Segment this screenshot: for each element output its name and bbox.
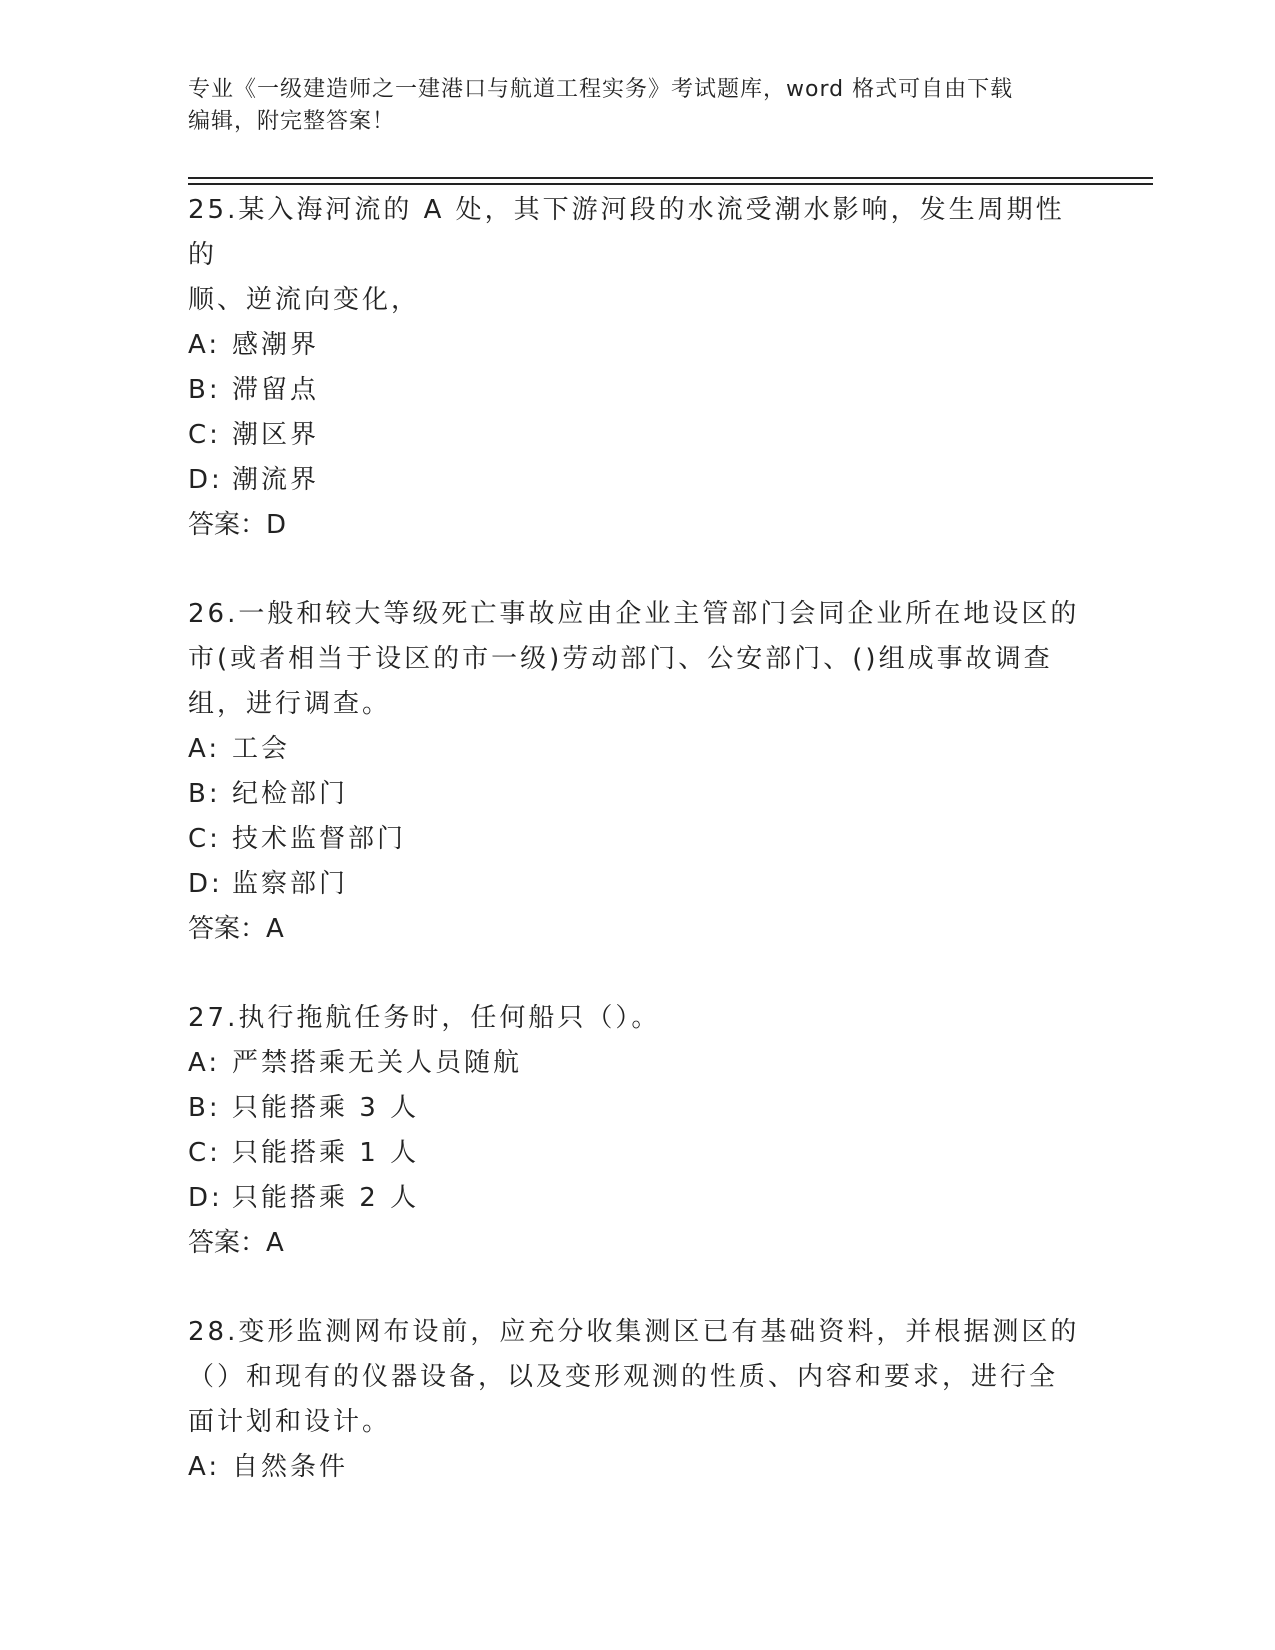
option-text: 自然条件 bbox=[232, 1452, 349, 1482]
option-letter: A: bbox=[188, 1452, 221, 1482]
option-b bbox=[188, 368, 1088, 413]
document-header bbox=[188, 74, 1068, 138]
option-text: 工会 bbox=[232, 734, 291, 764]
answer-line: 答案：A bbox=[188, 1228, 284, 1258]
option-c bbox=[188, 817, 1088, 862]
option-a bbox=[188, 323, 1088, 368]
header-divider-bottom bbox=[188, 183, 1153, 185]
option-c bbox=[188, 1131, 1088, 1176]
option-b bbox=[188, 1086, 1088, 1131]
option-letter: A: bbox=[188, 734, 221, 764]
option-a bbox=[188, 1041, 1088, 1086]
answer-line: 答案：A bbox=[188, 914, 284, 944]
option-letter: B: bbox=[188, 375, 221, 405]
option-b bbox=[188, 772, 1088, 817]
question-stem-line: 26.一般和较大等级死亡事故应由企业主管部门会同企业所在地设区的 bbox=[188, 599, 1080, 629]
question-stem-line: 顺、逆流向变化， bbox=[188, 285, 421, 315]
option-text: 感潮界 bbox=[232, 330, 320, 360]
option-letter: C: bbox=[188, 420, 221, 450]
question-26 bbox=[188, 592, 1088, 952]
question-stem-line: 组，进行调查。 bbox=[188, 689, 392, 719]
option-text: 滞留点 bbox=[232, 375, 320, 405]
option-letter: C: bbox=[188, 1138, 221, 1168]
option-letter: D: bbox=[188, 465, 223, 495]
option-letter: A: bbox=[188, 1048, 221, 1078]
option-text: 只能搭乘 2 人 bbox=[232, 1183, 420, 1213]
question-stem-line: （）和现有的仪器设备，以及变形观测的性质、内容和要求，进行全 bbox=[188, 1362, 1059, 1392]
header-line-2: 编辑，附完整答案！ bbox=[188, 109, 396, 134]
question-stem-line: 25.某入海河流的 A 处，其下游河段的水流受潮水影响，发生周期性的 bbox=[188, 195, 1065, 270]
question-28 bbox=[188, 1310, 1088, 1490]
option-d bbox=[188, 458, 1088, 503]
option-letter: C: bbox=[188, 824, 221, 854]
option-letter: B: bbox=[188, 779, 221, 809]
option-text: 技术监督部门 bbox=[232, 824, 407, 854]
option-d bbox=[188, 1176, 1088, 1221]
option-text: 纪检部门 bbox=[232, 779, 349, 809]
option-text: 只能搭乘 1 人 bbox=[232, 1138, 420, 1168]
header-divider-top bbox=[188, 177, 1153, 179]
option-d bbox=[188, 862, 1088, 907]
option-a bbox=[188, 1445, 1088, 1490]
question-stem-line: 市(或者相当于设区的市一级)劳动部门、公安部门、()组成事故调查 bbox=[188, 644, 1053, 674]
question-stem-line: 27.执行拖航任务时，任何船只（）。 bbox=[188, 1003, 661, 1033]
option-letter: D: bbox=[188, 869, 223, 899]
option-text: 严禁搭乘无关人员随航 bbox=[232, 1048, 523, 1078]
option-letter: B: bbox=[188, 1093, 221, 1123]
option-text: 潮区界 bbox=[232, 420, 320, 450]
option-text: 监察部门 bbox=[232, 869, 349, 899]
question-stem-line: 28.变形监测网布设前，应充分收集测区已有基础资料，并根据测区的 bbox=[188, 1317, 1080, 1347]
option-text: 潮流界 bbox=[232, 465, 320, 495]
question-27 bbox=[188, 996, 1088, 1266]
answer-line: 答案：D bbox=[188, 510, 287, 540]
option-c bbox=[188, 413, 1088, 458]
question-list bbox=[188, 188, 1088, 1534]
question-25 bbox=[188, 188, 1088, 548]
option-text: 只能搭乘 3 人 bbox=[232, 1093, 420, 1123]
header-line-1: 专业《一级建造师之一建港口与航道工程实务》考试题库，word 格式可自由下载 bbox=[188, 77, 1014, 102]
option-letter: D: bbox=[188, 1183, 223, 1213]
option-letter: A: bbox=[188, 330, 221, 360]
option-a bbox=[188, 727, 1088, 772]
question-stem-line: 面计划和设计。 bbox=[188, 1407, 392, 1437]
